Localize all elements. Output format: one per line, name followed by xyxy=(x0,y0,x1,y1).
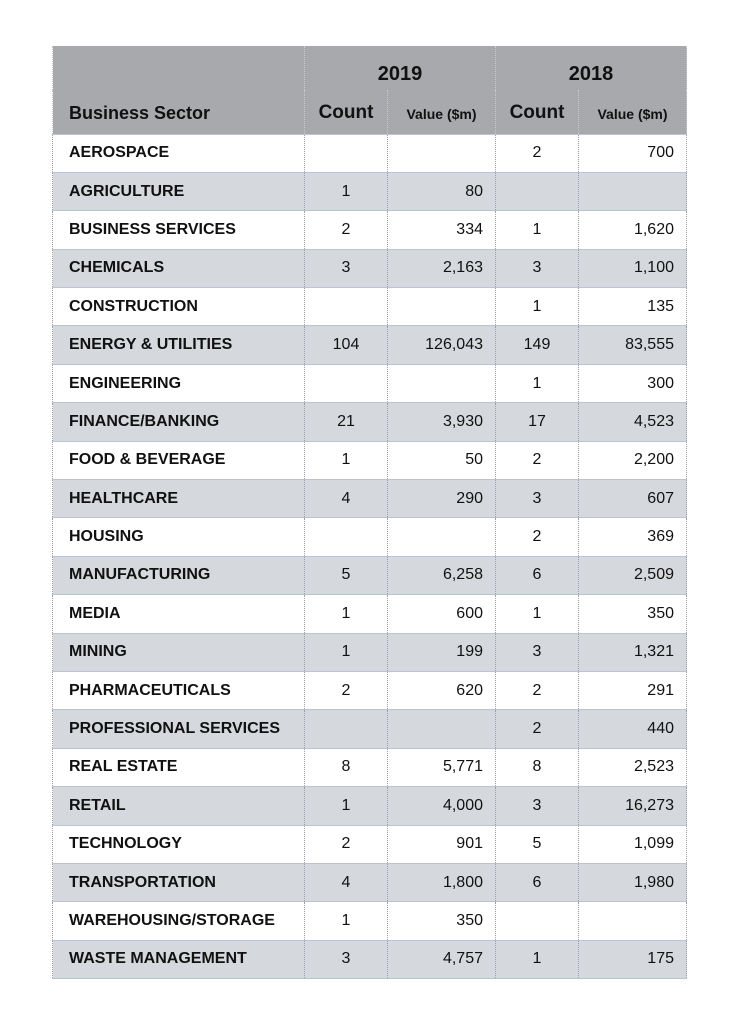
table-row xyxy=(53,863,687,901)
value-2019-cell xyxy=(388,710,496,748)
value-2019-cell: 600 xyxy=(388,595,496,633)
sector-cell: CONSTRUCTION xyxy=(53,288,305,326)
sector-cell: CHEMICALS xyxy=(53,249,305,287)
value-2018-cell: 291 xyxy=(579,671,687,709)
count-2018-cell: 3 xyxy=(496,633,579,671)
value-2019-cell: 5,771 xyxy=(388,748,496,786)
value-2019-cell: 2,163 xyxy=(388,249,496,287)
value-2019-cell: 290 xyxy=(388,480,496,518)
value-2018-cell: 2,509 xyxy=(579,556,687,594)
count-2018-cell: 149 xyxy=(496,326,579,364)
count-2018-cell: 6 xyxy=(496,863,579,901)
sector-cell: FINANCE/BANKING xyxy=(53,403,305,441)
count-2019-cell xyxy=(305,134,388,172)
sector-cell: AGRICULTURE xyxy=(53,172,305,210)
count-2018-cell: 5 xyxy=(496,825,579,863)
value-2019-cell xyxy=(388,364,496,402)
sector-cell: ENERGY & UTILITIES xyxy=(53,326,305,364)
value-2019-cell: 50 xyxy=(388,441,496,479)
value-2019-cell xyxy=(388,134,496,172)
value-2018-cell: 4,523 xyxy=(579,403,687,441)
value-2019-cell: 350 xyxy=(388,902,496,940)
year-2019-header: 2019 xyxy=(305,46,496,90)
value-2019-cell: 6,258 xyxy=(388,556,496,594)
sector-cell: MANUFACTURING xyxy=(53,556,305,594)
count-2018-cell: 1 xyxy=(496,364,579,402)
table-row xyxy=(53,710,687,748)
value-2018-cell: 350 xyxy=(579,595,687,633)
value-2018-cell: 2,523 xyxy=(579,748,687,786)
sector-cell: PROFESSIONAL SERVICES xyxy=(53,710,305,748)
value-2018-cell: 300 xyxy=(579,364,687,402)
count-2019-header: Count xyxy=(305,90,388,134)
column-header-row xyxy=(53,90,687,134)
value-2018-cell: 1,620 xyxy=(579,211,687,249)
business-sector-header: Business Sector xyxy=(53,90,305,134)
count-2019-cell: 1 xyxy=(305,441,388,479)
sector-cell: HOUSING xyxy=(53,518,305,556)
year-2018-header: 2018 xyxy=(496,46,687,90)
count-2018-cell: 6 xyxy=(496,556,579,594)
value-2018-cell: 607 xyxy=(579,480,687,518)
value-2018-cell xyxy=(579,172,687,210)
count-2019-cell: 2 xyxy=(305,671,388,709)
sector-cell: PHARMACEUTICALS xyxy=(53,671,305,709)
table-body xyxy=(53,134,687,979)
sector-cell: MEDIA xyxy=(53,595,305,633)
value-2018-header: Value ($m) xyxy=(579,90,687,134)
count-2018-cell: 1 xyxy=(496,288,579,326)
sector-cell: FOOD & BEVERAGE xyxy=(53,441,305,479)
table-row xyxy=(53,671,687,709)
count-2019-cell: 104 xyxy=(305,326,388,364)
sector-cell: BUSINESS SERVICES xyxy=(53,211,305,249)
value-2019-cell: 334 xyxy=(388,211,496,249)
count-2019-cell: 4 xyxy=(305,863,388,901)
value-2018-cell: 16,273 xyxy=(579,787,687,825)
sector-cell: REAL ESTATE xyxy=(53,748,305,786)
count-2018-cell: 2 xyxy=(496,441,579,479)
table-row xyxy=(53,595,687,633)
value-2018-cell: 175 xyxy=(579,940,687,978)
count-2018-cell: 2 xyxy=(496,710,579,748)
table-row xyxy=(53,940,687,978)
sector-deals-table xyxy=(52,46,687,979)
count-2018-cell: 3 xyxy=(496,787,579,825)
sector-cell: AEROSPACE xyxy=(53,134,305,172)
header-spacer xyxy=(53,46,305,90)
table-row xyxy=(53,403,687,441)
table-row xyxy=(53,518,687,556)
sector-cell: WASTE MANAGEMENT xyxy=(53,940,305,978)
count-2019-cell: 8 xyxy=(305,748,388,786)
value-2018-cell: 83,555 xyxy=(579,326,687,364)
count-2019-cell xyxy=(305,518,388,556)
table-row xyxy=(53,249,687,287)
count-2019-cell: 1 xyxy=(305,633,388,671)
count-2018-cell xyxy=(496,172,579,210)
value-2018-cell: 1,980 xyxy=(579,863,687,901)
value-2019-cell: 199 xyxy=(388,633,496,671)
count-2019-cell: 2 xyxy=(305,825,388,863)
value-2019-cell: 620 xyxy=(388,671,496,709)
count-2019-cell: 2 xyxy=(305,211,388,249)
table-row xyxy=(53,748,687,786)
value-2018-cell: 1,100 xyxy=(579,249,687,287)
count-2019-cell: 3 xyxy=(305,940,388,978)
table-row xyxy=(53,787,687,825)
count-2018-cell: 1 xyxy=(496,211,579,249)
count-2018-cell: 2 xyxy=(496,671,579,709)
count-2019-cell: 1 xyxy=(305,902,388,940)
count-2018-cell xyxy=(496,902,579,940)
table-row xyxy=(53,134,687,172)
value-2019-cell xyxy=(388,288,496,326)
value-2019-header: Value ($m) xyxy=(388,90,496,134)
table-row xyxy=(53,172,687,210)
value-2018-cell: 2,200 xyxy=(579,441,687,479)
count-2019-cell: 1 xyxy=(305,595,388,633)
table-row xyxy=(53,480,687,518)
count-2018-cell: 8 xyxy=(496,748,579,786)
value-2018-cell: 440 xyxy=(579,710,687,748)
table-row xyxy=(53,556,687,594)
value-2018-cell: 135 xyxy=(579,288,687,326)
count-2018-cell: 2 xyxy=(496,518,579,556)
count-2019-cell: 4 xyxy=(305,480,388,518)
count-2019-cell xyxy=(305,364,388,402)
count-2019-cell: 21 xyxy=(305,403,388,441)
value-2019-cell: 4,757 xyxy=(388,940,496,978)
sector-cell: ENGINEERING xyxy=(53,364,305,402)
value-2018-cell: 1,099 xyxy=(579,825,687,863)
count-2019-cell: 1 xyxy=(305,787,388,825)
count-2019-cell xyxy=(305,288,388,326)
sector-cell: TECHNOLOGY xyxy=(53,825,305,863)
value-2019-cell: 3,930 xyxy=(388,403,496,441)
year-header-row xyxy=(53,46,687,90)
value-2018-cell: 369 xyxy=(579,518,687,556)
sector-cell: TRANSPORTATION xyxy=(53,863,305,901)
table-row xyxy=(53,326,687,364)
count-2018-header: Count xyxy=(496,90,579,134)
table-header xyxy=(53,46,687,134)
count-2018-cell: 1 xyxy=(496,595,579,633)
sector-cell: RETAIL xyxy=(53,787,305,825)
value-2019-cell: 1,800 xyxy=(388,863,496,901)
value-2019-cell: 901 xyxy=(388,825,496,863)
value-2018-cell: 700 xyxy=(579,134,687,172)
sector-cell: HEALTHCARE xyxy=(53,480,305,518)
table-row xyxy=(53,288,687,326)
count-2019-cell xyxy=(305,710,388,748)
count-2018-cell: 3 xyxy=(496,249,579,287)
value-2019-cell: 80 xyxy=(388,172,496,210)
sector-cell: WAREHOUSING/STORAGE xyxy=(53,902,305,940)
table-row xyxy=(53,825,687,863)
count-2018-cell: 2 xyxy=(496,134,579,172)
table-row xyxy=(53,364,687,402)
table-row xyxy=(53,902,687,940)
count-2018-cell: 3 xyxy=(496,480,579,518)
count-2018-cell: 17 xyxy=(496,403,579,441)
value-2018-cell: 1,321 xyxy=(579,633,687,671)
count-2019-cell: 5 xyxy=(305,556,388,594)
table-row xyxy=(53,211,687,249)
count-2019-cell: 3 xyxy=(305,249,388,287)
table-row xyxy=(53,633,687,671)
value-2019-cell: 126,043 xyxy=(388,326,496,364)
sector-cell: MINING xyxy=(53,633,305,671)
count-2018-cell: 1 xyxy=(496,940,579,978)
table-row xyxy=(53,441,687,479)
count-2019-cell: 1 xyxy=(305,172,388,210)
value-2019-cell xyxy=(388,518,496,556)
value-2019-cell: 4,000 xyxy=(388,787,496,825)
value-2018-cell xyxy=(579,902,687,940)
